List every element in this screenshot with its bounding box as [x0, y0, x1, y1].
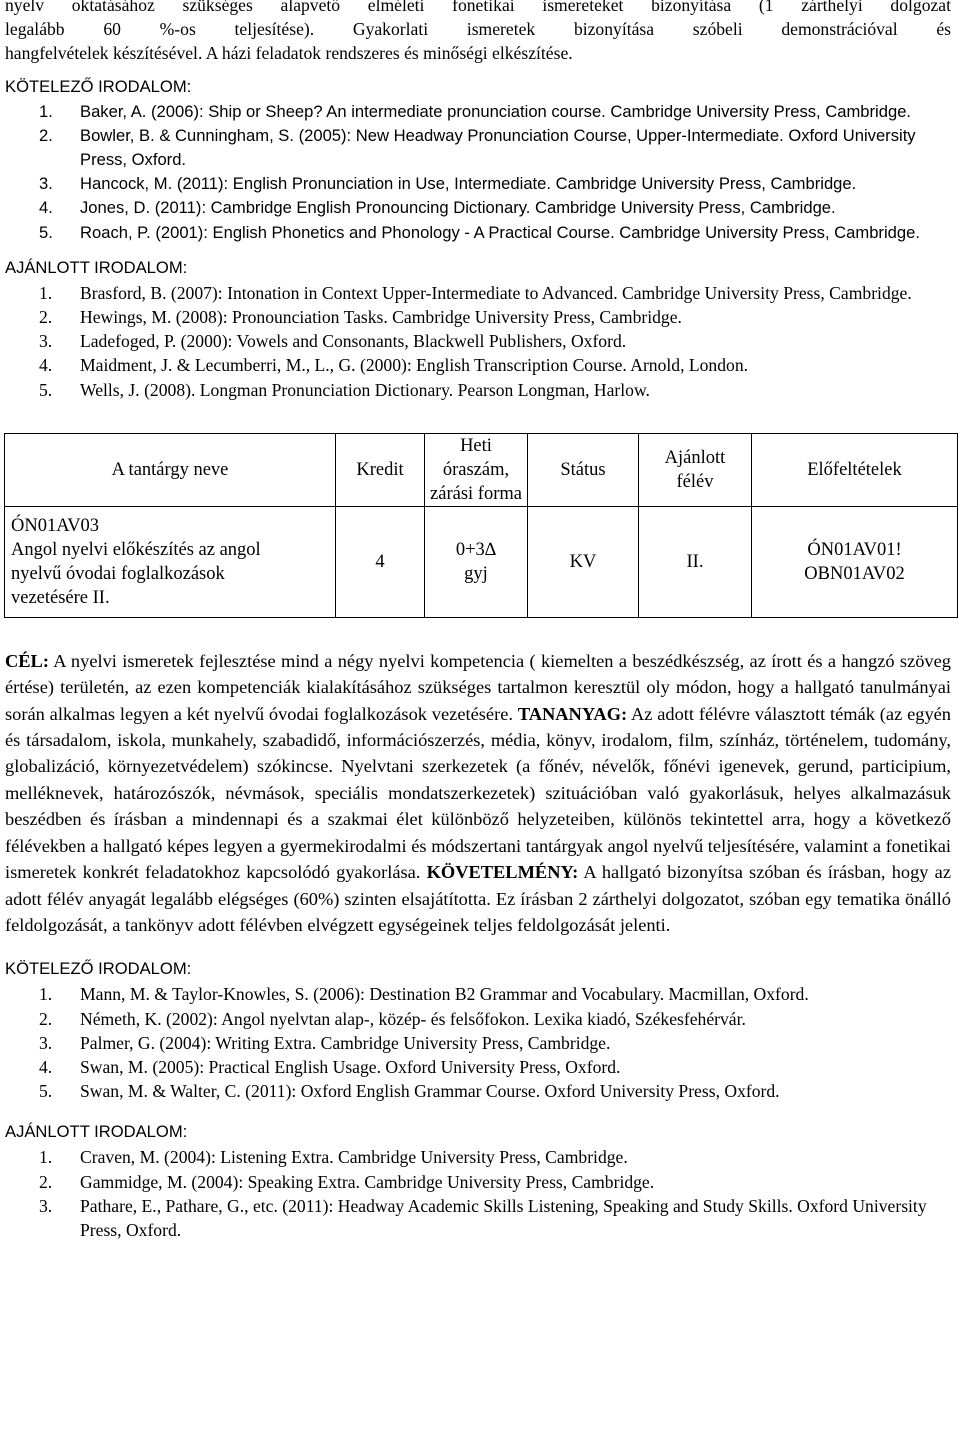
intro-line-2: legalább 60 %-os teljesítése). Gyakorlati ismeretek bizonyítása szóbeli demonstrációval és — [5, 19, 951, 40]
header-kredit: Kredit — [336, 433, 425, 506]
course-code: ÓN01AV03 — [11, 515, 100, 536]
list-item: 4. Jones, D. (2011): Cambridge English Pronouncing Dictionary. Cambridge University Press, Cambridge. — [39, 198, 836, 218]
list-item: 5. Swan, M. & Walter, C. (2011): Oxford English Grammar Course. Oxford University Press, Oxford. — [39, 1081, 780, 1102]
list-item: 3. Pathare, E., Pathare, G., etc. (2011): Headway Academic Skills Listening, Speaking and Study Skills. Oxford University Press, Oxford. — [39, 1195, 927, 1240]
header-course-name: A tantárgy neve — [5, 433, 336, 506]
list-item: 1. Mann, M. & Taylor-Knowles, S. (2006): Destination B2 Grammar and Vocabulary. Macmillan, Oxford. — [39, 984, 809, 1005]
document-page — [5, 0, 951, 1242]
cell-course-name: ÓN01AV03 Angol nyelvi előkészítés az angol nyelvű óvodai foglalkozások vezetésére II. — [5, 506, 336, 617]
intro-line-3: hangfelvételek készítésével. A házi feladatok rendszeres és minőségi elkészítése. — [5, 43, 573, 64]
header-prerequisites: Előfeltételek — [752, 433, 958, 506]
intro-paragraph — [5, 0, 951, 66]
list-item: 5. Wells, J. (2008). Longman Pronunciation Dictionary. Pearson Longman, Harlow. — [39, 379, 650, 400]
kovetelmeny-label: KÖVETELMÉNY: — [426, 862, 579, 883]
reference-list-required-1 — [5, 100, 951, 245]
reference-list-required-2 — [5, 982, 951, 1103]
list-item: 4. Swan, M. (2005): Practical English Usage. Oxford University Press, Oxford. — [39, 1056, 621, 1077]
course-table — [4, 433, 958, 618]
list-item: 2. Gammidge, M. (2004): Speaking Extra. Cambridge University Press, Cambridge. — [39, 1171, 655, 1192]
list-item: 4. Maidment, J. & Lecumberri, M., L., G. (2000): English Transcription Course. Arnold, London. — [39, 355, 749, 376]
list-item: 1. Baker, A. (2006): Ship or Sheep? An intermediate pronunciation course. Cambridge University Press, Cambridge. — [39, 101, 912, 121]
cell-prerequisites: ÓN01AV01! OBN01AV02 — [752, 506, 958, 617]
section-heading-recommended-2: AJÁNLOTT IRODALOM: — [5, 1122, 188, 1142]
cell-status: KV — [528, 506, 639, 617]
reference-list-recommended-2 — [5, 1145, 951, 1242]
table-header-row — [5, 433, 958, 506]
table-row — [5, 506, 958, 617]
reference-list-recommended-1 — [5, 281, 951, 402]
section-heading-required-1: KÖTELEZŐ IRODALOM: — [5, 76, 192, 96]
section-heading-recommended-1: AJÁNLOTT IRODALOM: — [5, 257, 188, 277]
header-status: Státus — [528, 433, 639, 506]
cell-kredit: 4 — [336, 506, 425, 617]
list-item: 5. Roach, P. (2001): English Phonetics and Phonology - A Practical Course. Cambridge University Press, Cambridge. — [39, 222, 920, 242]
list-item: 2. Németh, K. (2002): Angol nyelvtan alap-, közép- és felsőfokon. Lexika kiadó, Székesfehérvár. — [39, 1008, 746, 1029]
list-item: 2. Hewings, M. (2008): Pronounciation Tasks. Cambridge University Press, Cambridge. — [39, 307, 682, 328]
list-item: 3. Palmer, G. (2004): Writing Extra. Cambridge University Press, Cambridge. — [39, 1032, 611, 1053]
cel-label: CÉL: — [5, 650, 49, 671]
cell-semester: II. — [639, 506, 752, 617]
list-item: 1. Craven, M. (2004): Listening Extra. Cambridge University Press, Cambridge. — [39, 1147, 628, 1168]
header-semester: Ajánlott félév — [639, 433, 752, 506]
header-hours: Heti óraszám, zárási forma — [425, 433, 528, 506]
list-item: 3. Ladefoged, P. (2000): Vowels and Consonants, Blackwell Publishers, Oxford. — [39, 331, 627, 352]
list-item: 2. Bowler, B. & Cunningham, S. (2005): New Headway Pronunciation Course, Upper-Intermediate. Oxford University Press, Oxford. — [39, 125, 916, 170]
cell-hours: 0+3∆ gyj — [425, 506, 528, 617]
tananyag-label: TANANYAG: — [517, 703, 628, 724]
list-item: 1. Brasford, B. (2007): Intonation in Context Upper-Intermediate to Advanced. Cambridge University Press, Cambridge. — [39, 282, 912, 303]
list-item: 3. Hancock, M. (2011): English Pronunciation in Use, Intermediate. Cambridge University Press, Cambridge. — [39, 174, 857, 194]
course-description: CÉL: A nyelvi ismeretek fejlesztése mind a négy nyelvi kompetencia ( kiemelten a beszédkészség, az írott és a hangzó szöveg értése) területén, az ezen kompetenciák kialakításához szükséges tartalmon keresztül oly módon, hogy a hallgató tanulmányai során alkalmas legyen a két nyelvű óvodai foglalkozások vezetésére. TANANYAG: Az adott félévre választott témák (az egyén és társadalom, iskola, munkahely, szabadidő, információszerzés, média, könyv, irodalom, film, színház, történelem, tudomány, globalizáció, környezetvédelem) szókincse. Nyelvtani szerkezetek (a főnév, névelők, főnévi igenevek, gerund, participium, melléknevek, határozószók, névmások, speciális mondatszerkezetek) szituációban való gyakorlásuk, helyes alkalmazásuk beszédben és írásban a mindennapi és a szakmai élet különböző helyzeteiben, különös tekintettel arra, hogy a következő félévekben a hallgató képes legyen a gyermekirodalmi és módszertani tantárgyak angol nyelvű teljesítésére, valamint a fonetikai ismeretek konkrét feladatokhoz kapcsolódó gyakorlása. KÖVETELMÉNY: A hallgató bizonyítsa szóban és írásban, hogy az adott félév anyagát legalább elégséges (60%) szinten elsajátította. Ez írásban 2 zárthelyi dolgozatot, szóban egy tematika önálló feldolgozását, a tankönyv adott félévben elvégzett egységeinek teljes feldolgozását jelenti. — [5, 650, 952, 935]
section-heading-required-2: KÖTELEZŐ IRODALOM: — [5, 959, 192, 979]
intro-line-1: nyelv oktatásához szükséges alapvető elméleti fonetikai ismereteket bizonyítása (1 zárthelyi dolgozat — [5, 0, 951, 15]
